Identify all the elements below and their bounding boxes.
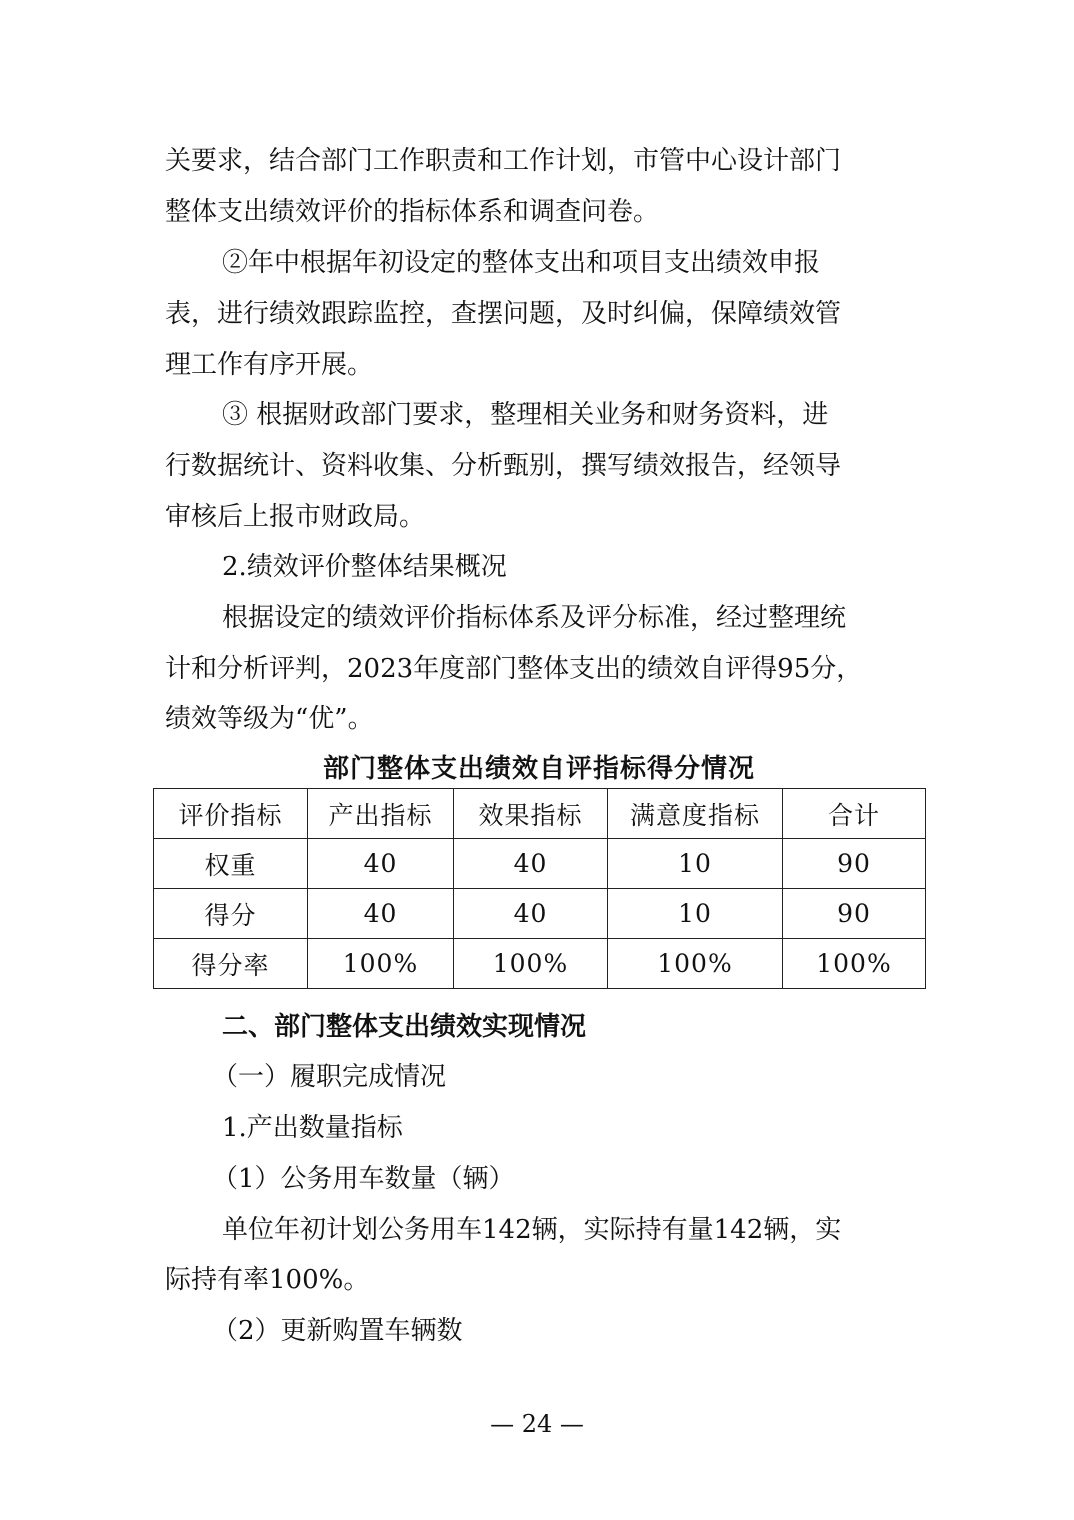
text-line: 行数据统计、资料收集、分析甄别，撰写绩效报告，经领导 xyxy=(165,451,842,481)
header-cell: 效果指标 xyxy=(454,789,608,839)
table-header-row xyxy=(154,789,926,839)
text-line: 计和分析评判，2023年度部门整体支出的绩效自评得95分， xyxy=(165,654,863,684)
header-cell: 合计 xyxy=(783,789,926,839)
table-title: 部门整体支出绩效自评指标得分情况 xyxy=(322,754,755,784)
cell: 得分 xyxy=(154,889,308,939)
cell: 90 xyxy=(783,839,926,889)
text-line: 表，进行绩效跟踪监控，查摆问题，及时纠偏，保障绩效管 xyxy=(165,299,842,329)
cell: 100% xyxy=(454,939,608,989)
score-table xyxy=(153,788,926,989)
text-line: 际持有率100%。 xyxy=(165,1265,370,1295)
table-row xyxy=(154,839,926,889)
text-line: 绩效等级为“优”。 xyxy=(165,704,374,734)
subsection-heading: （1）公务用车数量（辆） xyxy=(212,1164,515,1194)
cell: 10 xyxy=(608,839,783,889)
header-cell: 满意度指标 xyxy=(608,789,783,839)
cell: 100% xyxy=(783,939,926,989)
text-line: 单位年初计划公务用车142辆，实际持有量142辆，实 xyxy=(222,1215,842,1245)
cell: 100% xyxy=(608,939,783,989)
header-cell: 评价指标 xyxy=(154,789,308,839)
cell: 10 xyxy=(608,889,783,939)
cell: 40 xyxy=(308,839,454,889)
cell: 得分率 xyxy=(154,939,308,989)
text-line: ②年中根据年初设定的整体支出和项目支出绩效申报 xyxy=(222,248,821,278)
text-line: 理工作有序开展。 xyxy=(165,350,374,380)
text-line: 整体支出绩效评价的指标体系和调查问卷。 xyxy=(165,197,660,227)
cell: 40 xyxy=(454,839,608,889)
cell: 90 xyxy=(783,889,926,939)
subsection-heading: （2）更新购置车辆数 xyxy=(212,1316,463,1346)
text-line: 关要求，结合部门工作职责和工作计划，市管中心设计部门 xyxy=(165,146,842,176)
text-line: ③ 根据财政部门要求，整理相关业务和财务资料，进 xyxy=(222,400,829,430)
subsection-heading: 1.产出数量指标 xyxy=(222,1113,403,1143)
cell: 权重 xyxy=(154,839,308,889)
cell: 40 xyxy=(454,889,608,939)
text-line: 根据设定的绩效评价指标体系及评分标准，经过整理统 xyxy=(222,603,847,633)
section-heading: 二、部门整体支出绩效实现情况 xyxy=(222,1012,587,1042)
page-number: — 24 — xyxy=(490,1410,584,1438)
table-row xyxy=(154,939,926,989)
cell: 100% xyxy=(308,939,454,989)
section-heading: 2.绩效评价整体结果概况 xyxy=(222,552,507,582)
subsection-heading: （一）履职完成情况 xyxy=(212,1062,447,1092)
text-line: 审核后上报市财政局。 xyxy=(165,502,426,532)
cell: 40 xyxy=(308,889,454,939)
table-row xyxy=(154,889,926,939)
header-cell: 产出指标 xyxy=(308,789,454,839)
